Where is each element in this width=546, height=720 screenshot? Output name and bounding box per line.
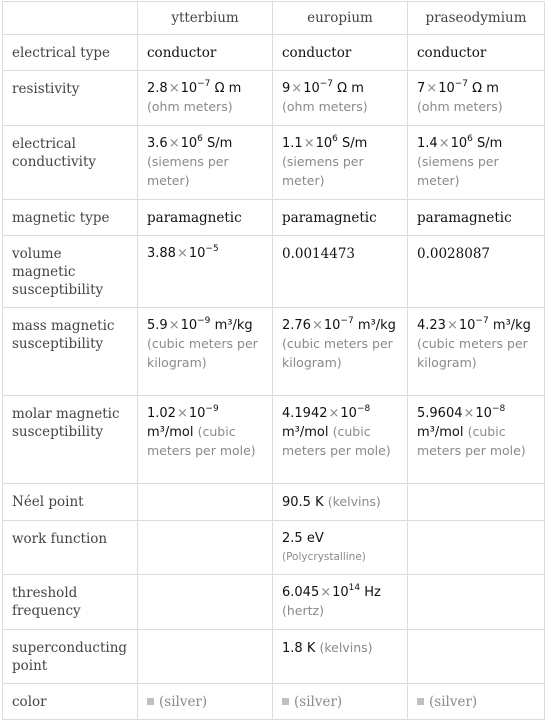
unit-description: (siemens per meter) <box>147 154 229 188</box>
row-label: electrical conductivity <box>3 126 138 200</box>
unit: Ω m <box>214 81 242 96</box>
mantissa: 5.9 <box>147 318 168 333</box>
unit: m³/kg <box>214 318 253 333</box>
cell-value: $2.8\times 10^{-7}$ Ω m (ohm meters) <box>138 71 273 126</box>
exponent: −9 <box>197 315 211 326</box>
unit-description: (cubic meters per kilogram) <box>147 336 258 370</box>
exponent: −7 <box>340 315 354 326</box>
cell-value <box>408 684 545 720</box>
mantissa: 4.23 <box>417 318 446 333</box>
cell-value: paramagnetic <box>273 200 408 236</box>
column-header-europium: europium <box>273 2 408 35</box>
color-swatch <box>417 698 424 705</box>
cell-value: $5.9\times 10^{-9}$ m³/kg (cubic meters per kilogram) <box>138 308 273 396</box>
unit-description: (kelvins) <box>319 640 373 655</box>
row-label: resistivity <box>3 71 138 126</box>
cell-value: $3.6\times 10^6$ S/m (siemens per meter) <box>138 126 273 200</box>
mantissa: 5.9604 <box>417 406 463 421</box>
column-header-ytterbium: ytterbium <box>138 2 273 35</box>
row-threshold-frequency <box>3 575 545 630</box>
cell-value: $4.1942\times 10^{-8}$ m³/mol (cubic meters per mole) <box>273 396 408 484</box>
value: 90.5 <box>282 495 311 510</box>
row-mass-magnetic-susceptibility <box>3 308 545 396</box>
unit-description: (ohm meters) <box>282 99 368 114</box>
cell-value: $1.1\times 10^6$ S/m (siemens per meter) <box>273 126 408 200</box>
mantissa: 3.6 <box>147 136 168 151</box>
header-row <box>3 2 545 35</box>
properties-table <box>2 1 545 720</box>
exponent: −7 <box>197 78 211 89</box>
unit: Ω m <box>337 81 364 96</box>
unit: S/m <box>207 136 233 151</box>
color-label: (silver) <box>159 694 208 710</box>
cell-value: $5.9604\times 10^{-8}$ m³/mol (cubic meters per mole) <box>408 396 545 484</box>
unit: Hz <box>364 585 381 600</box>
mantissa: 2.76 <box>282 318 311 333</box>
cell-value: $7\times 10^{-7}$ Ω m (ohm meters) <box>408 71 545 126</box>
unit: m³/mol <box>417 425 464 440</box>
cell-empty <box>408 575 545 630</box>
color-label: (silver) <box>294 694 343 710</box>
value: 1.8 <box>282 641 303 656</box>
cell-value: $2.76\times 10^{-7}$ m³/kg (cubic meters per kilogram) <box>273 308 408 396</box>
exponent: −8 <box>356 403 371 414</box>
cell-value: conductor <box>408 35 545 71</box>
cell-empty <box>138 521 273 575</box>
exponent: −7 <box>475 315 489 326</box>
unit-description: (cubic meters per mole) <box>417 424 526 458</box>
unit: K <box>315 495 324 510</box>
row-label: threshold frequency <box>3 575 138 630</box>
mantissa: 1.1 <box>282 136 303 151</box>
row-superconducting-point <box>3 630 545 684</box>
cell-value <box>273 521 408 575</box>
unit-description: (ohm meters) <box>147 99 233 114</box>
unit-description: (siemens per meter) <box>417 154 499 188</box>
row-label: molar magnetic susceptibility <box>3 396 138 484</box>
row-work-function <box>3 521 545 575</box>
column-header-praseodymium: praseodymium <box>408 2 545 35</box>
cell-value: $1.4\times 10^6$ S/m (siemens per meter) <box>408 126 545 200</box>
row-resistivity <box>3 71 545 126</box>
cell-value: 0.0014473 <box>273 236 408 308</box>
unit-description: (ohm meters) <box>417 99 503 114</box>
unit: m³/mol <box>147 425 194 440</box>
row-color <box>3 684 545 720</box>
row-label: magnetic type <box>3 200 138 236</box>
unit-description: (cubic meters per kilogram) <box>282 336 393 370</box>
unit: Ω m <box>472 81 499 96</box>
row-label: Néel point <box>3 484 138 521</box>
mantissa: 3.88 <box>147 246 176 261</box>
cell-value: paramagnetic <box>408 200 545 236</box>
cell-value: $1.02\times 10^{-9}$ m³/mol (cubic meters per mole) <box>138 396 273 484</box>
exponent: −7 <box>319 78 334 89</box>
cell-empty <box>408 521 545 575</box>
row-label: work function <box>3 521 138 575</box>
cell-empty <box>138 575 273 630</box>
row-label: volume magnetic susceptibility <box>3 236 138 308</box>
exponent: 6 <box>467 133 473 144</box>
cell-value: $4.23\times 10^{-7}$ m³/kg (cubic meters per kilogram) <box>408 308 545 396</box>
exponent: −9 <box>205 403 219 414</box>
exponent: 6 <box>332 133 338 144</box>
row-label: mass magnetic susceptibility <box>3 308 138 396</box>
unit-description: (siemens per meter) <box>282 154 364 188</box>
mantissa: 9 <box>282 81 291 96</box>
unit-description: (cubic meters per kilogram) <box>417 336 528 370</box>
mantissa: 7 <box>417 81 426 96</box>
unit: K <box>306 641 316 656</box>
cell-empty <box>408 484 545 521</box>
row-molar-magnetic-susceptibility <box>3 396 545 484</box>
unit-description: (hertz) <box>282 603 324 618</box>
exponent: 14 <box>348 582 361 593</box>
row-label: superconducting point <box>3 630 138 684</box>
cell-value: 0.0028087 <box>408 236 545 308</box>
mantissa: 2.8 <box>147 81 168 96</box>
unit: S/m <box>477 136 503 151</box>
color-label: (silver) <box>429 694 478 710</box>
row-magnetic-type <box>3 200 545 236</box>
exponent: −5 <box>205 243 219 254</box>
exponent: 6 <box>197 133 203 144</box>
row-neel-point <box>3 484 545 521</box>
unit-description: (cubic meters per mole) <box>282 424 391 458</box>
cell-value: conductor <box>138 35 273 71</box>
unit-description: (cubic meters per mole) <box>147 424 256 458</box>
row-label: electrical type <box>3 35 138 71</box>
row-electrical-conductivity <box>3 126 545 200</box>
mantissa: 6.045 <box>282 585 320 600</box>
unit: m³/mol <box>282 425 329 440</box>
cell-empty <box>408 630 545 684</box>
cell-empty <box>138 630 273 684</box>
cell-value: paramagnetic <box>138 200 273 236</box>
cell-value <box>138 684 273 720</box>
cell-empty <box>138 484 273 521</box>
mantissa: 1.4 <box>417 136 438 151</box>
row-volume-magnetic-susceptibility <box>3 236 545 308</box>
unit-description: (Polycrystalline) <box>282 551 366 563</box>
cell-value <box>273 484 408 521</box>
row-label: color <box>3 684 138 720</box>
exponent: −7 <box>454 78 469 89</box>
cell-value <box>273 684 408 720</box>
unit: m³/kg <box>492 318 531 333</box>
color-swatch <box>147 698 154 705</box>
color-swatch <box>282 698 289 705</box>
exponent: −8 <box>491 403 506 414</box>
cell-value <box>273 630 408 684</box>
unit: S/m <box>342 136 368 151</box>
mantissa: 4.1942 <box>282 406 328 421</box>
cell-value: conductor <box>273 35 408 71</box>
unit-description: (kelvins) <box>327 494 381 509</box>
cell-value: $6.045\times 10^{14}$ Hz (hertz) <box>273 575 408 630</box>
unit: m³/kg <box>357 318 396 333</box>
cell-value: $9\times 10^{-7}$ Ω m (ohm meters) <box>273 71 408 126</box>
corner-cell <box>3 2 138 35</box>
cell-value: $3.88\times 10^{-5}$ <box>138 236 273 308</box>
mantissa: 1.02 <box>147 406 176 421</box>
row-electrical-type <box>3 35 545 71</box>
unit: eV <box>306 531 324 546</box>
value: 2.5 <box>282 531 303 546</box>
